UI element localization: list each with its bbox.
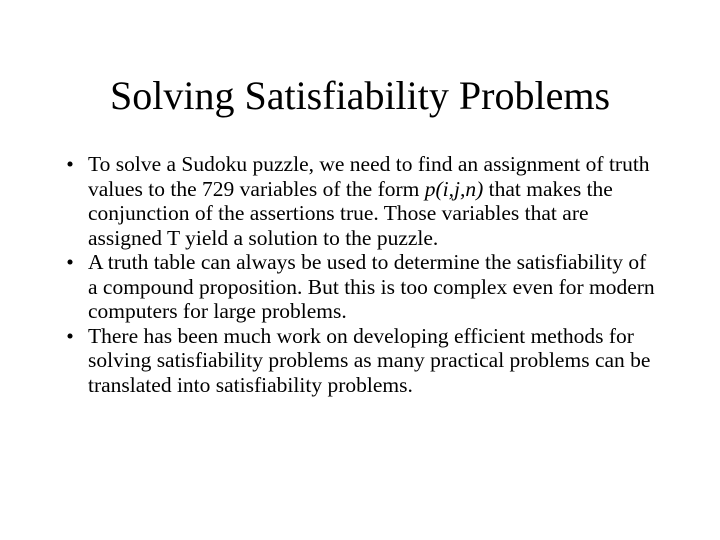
bullet-list xyxy=(60,152,660,397)
bullet-item-truth-table xyxy=(60,250,660,324)
bullet-icon: • xyxy=(66,250,74,274)
bullet-item-sudoku xyxy=(60,152,660,250)
bullet-text: A truth table can always be used to determine the satisfiability of a compound proposition. But this is too complex even for modern computers for large problems. xyxy=(88,250,655,323)
bullet-text: There has been much work on developing efficient methods for solving satisfiability problems as many practical problems can be translated into satisfiability problems. xyxy=(88,323,651,397)
variable-notation: p(i,j,n) xyxy=(424,176,484,201)
bullet-item-efficient-methods xyxy=(60,324,660,398)
bullet-text-part: that makes the conjunction of the assertions true. Those variables that are assigned T yield a solution to the puzzle. xyxy=(88,176,613,250)
bullet-text-part: To solve a Sudoku puzzle, we need to find an assignment of truth values to the 729 variables of the form xyxy=(88,152,650,201)
bullet-icon: • xyxy=(66,323,74,348)
bullet-icon: • xyxy=(66,152,74,176)
slide-title: Solving Satisfiability Problems xyxy=(109,73,611,118)
